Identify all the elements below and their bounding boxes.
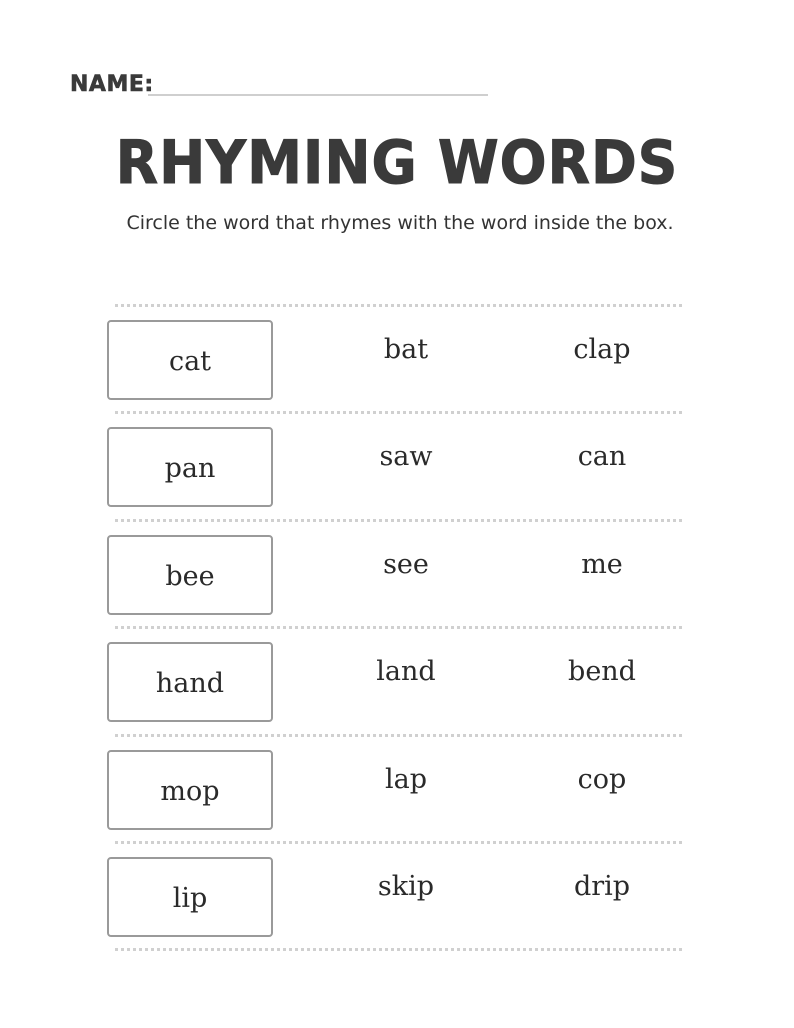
choice-word[interactable]: lap <box>384 764 428 795</box>
exercise-row <box>0 642 794 722</box>
choice-word[interactable]: me <box>581 549 623 580</box>
row-divider <box>115 626 682 629</box>
target-word-box <box>107 857 273 937</box>
target-word-box <box>107 535 273 615</box>
target-word: pan <box>164 452 216 484</box>
choice-word[interactable]: clap <box>573 334 631 365</box>
target-word: bee <box>165 560 215 592</box>
target-word-box <box>107 642 273 722</box>
name-label: NAME: <box>70 72 154 97</box>
row-divider <box>115 411 682 414</box>
row-divider <box>115 519 682 522</box>
choice-word[interactable]: can <box>577 441 627 472</box>
page-title: RHYMING WORDS <box>115 128 679 198</box>
name-field <box>70 72 420 98</box>
row-divider <box>115 734 682 737</box>
exercise-row <box>0 535 794 615</box>
choice-word[interactable]: cop <box>577 764 627 795</box>
row-divider <box>115 948 682 951</box>
target-word: cat <box>168 345 212 377</box>
choice-word[interactable]: skip <box>377 871 435 902</box>
target-word-box <box>107 427 273 507</box>
row-divider <box>115 841 682 844</box>
choice-word[interactable]: bat <box>383 334 429 365</box>
choice-word[interactable]: drip <box>573 871 631 902</box>
choice-word[interactable]: saw <box>379 441 433 472</box>
row-divider <box>115 304 682 307</box>
exercise-row <box>0 857 794 937</box>
target-word: lip <box>172 882 208 914</box>
exercise-row <box>0 320 794 400</box>
choice-word[interactable]: bend <box>568 656 636 687</box>
choice-word[interactable]: land <box>376 656 436 687</box>
exercise-row <box>0 427 794 507</box>
instructions-text: Circle the word that rhymes with the word inside the box. <box>126 212 674 234</box>
name-write-line[interactable] <box>148 94 488 96</box>
choice-word[interactable]: see <box>383 549 429 580</box>
target-word: hand <box>155 667 225 699</box>
target-word-box <box>107 750 273 830</box>
exercise-row <box>0 750 794 830</box>
target-word-box <box>107 320 273 400</box>
target-word: mop <box>160 775 220 807</box>
